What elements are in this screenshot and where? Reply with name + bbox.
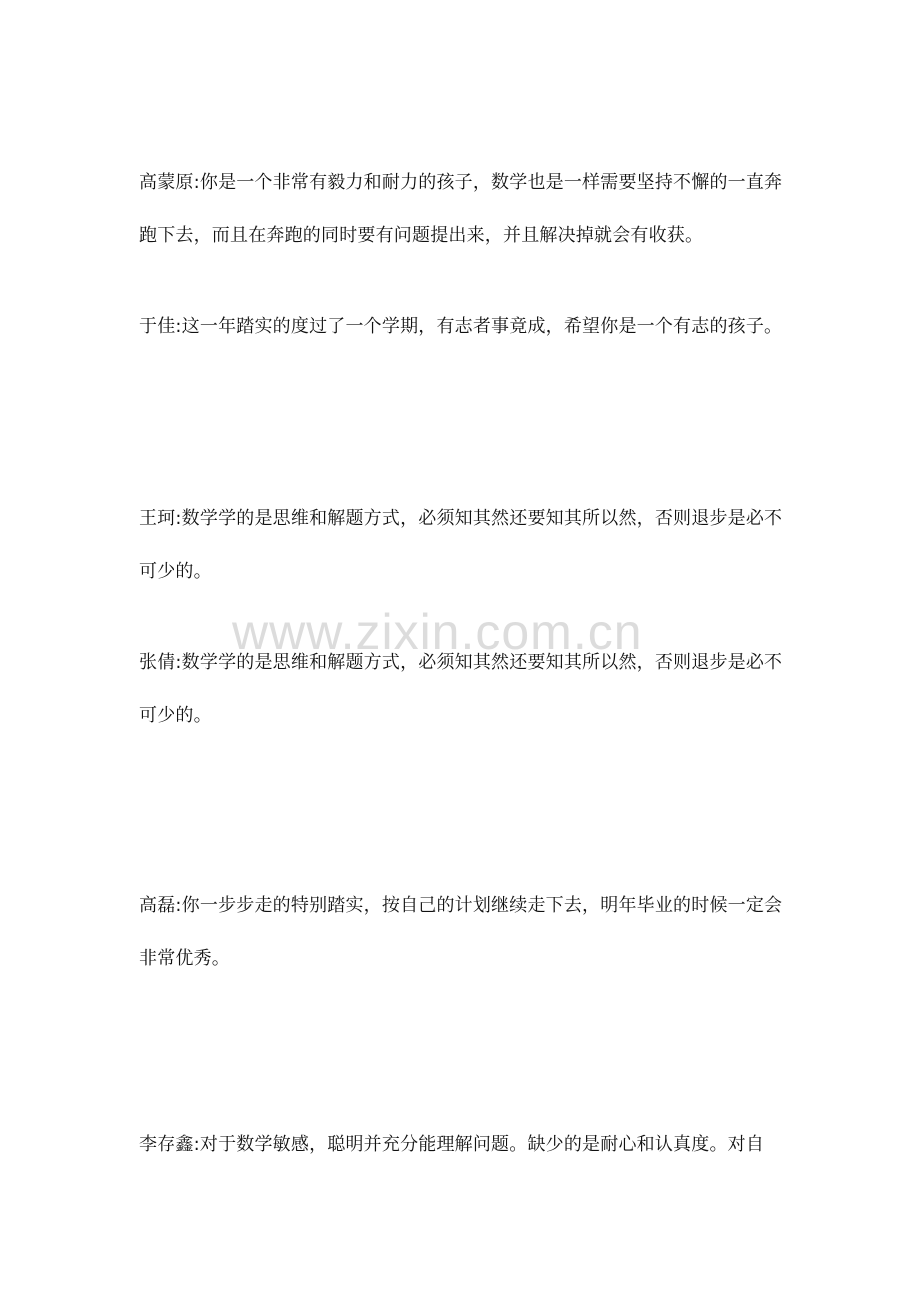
teacher-comment-yu-jia: 于佳:这一年踏实的度过了一个学期，有志者事竟成，希望你是一个有志的孩子。 [139, 316, 783, 337]
watermark: www.zixin.com.cn [232, 604, 643, 660]
teacher-comment-gao-mengyuan: 高蒙原:你是一个非常有毅力和耐力的孩子，数学也是一样需要坚持不懈的一直奔跑下去，而且在奔跑的同时要有问题提出来，并且解决掉就会有收获。 [139, 172, 783, 246]
teacher-comment-zhang-qian: 张倩:数学学的是思维和解题方式，必须知其然还要知其所以然，否则退步是必不可少的。 [139, 652, 783, 726]
teacher-comment-wang-ke: 王珂:数学学的是思维和解题方式，必须知其然还要知其所以然，否则退步是必不可少的。 [139, 508, 783, 582]
teacher-comment-gao-lei: 高磊:你一步步走的特别踏实，按自己的计划继续走下去，明年毕业的时候一定会非常优秀。 [139, 895, 783, 969]
teacher-comment-li-cunxin: 李存鑫:对于数学敏感，聪明并充分能理解问题。缺少的是耐心和认真度。对自 [139, 1134, 765, 1155]
